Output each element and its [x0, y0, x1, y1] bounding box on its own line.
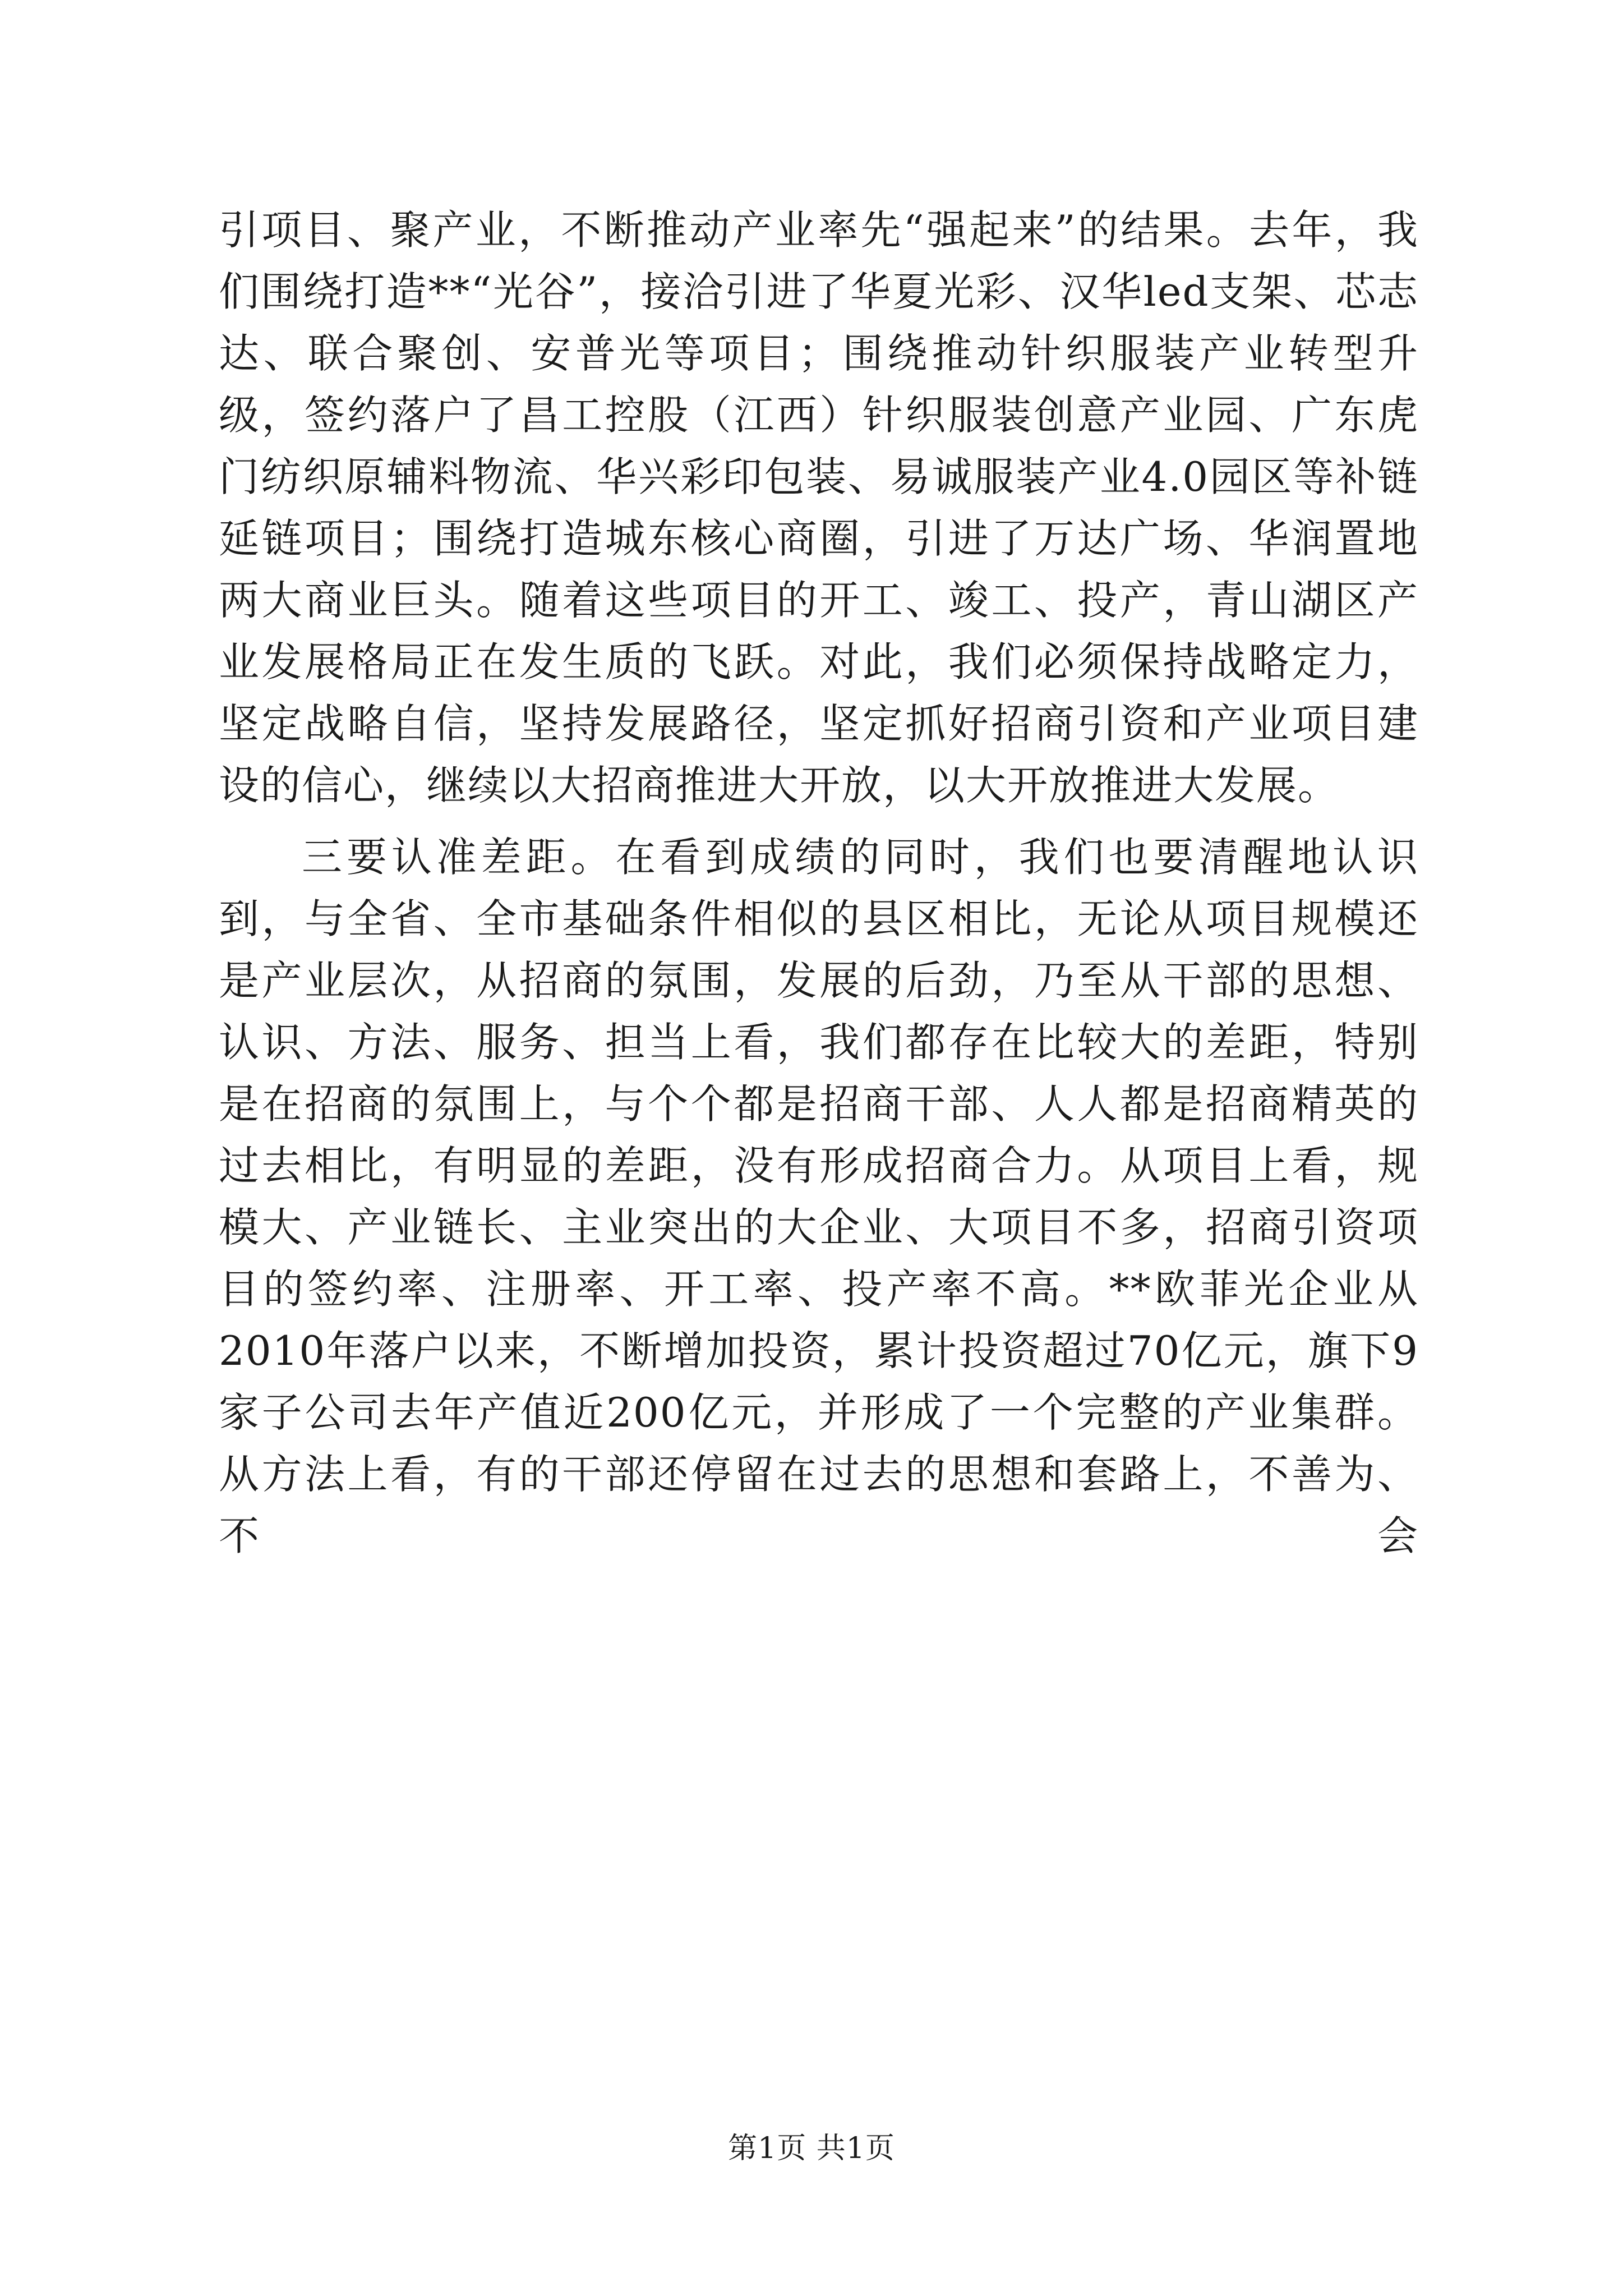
document-body — [219, 199, 1419, 1567]
paragraph-1: 引项目、聚产业，不断推动产业率先“强起来”的结果。去年，我们围绕打造**“光谷”，接洽引进了华夏光彩、汉华led支架、芯志达、联合聚创、安普光等项目；围绕推动针织服装产业转型升级，签约落户了昌工控股（江西）针织服装创意产业园、广东虎门纺织原辅料物流、华兴彩印包装、易诚服装产业4.0园区等补链延链项目；围绕打造城东核心商圈，引进了万达广场、华润置地两大商业巨头。随着这些项目的开工、竣工、投产，青山湖区产业发展格局正在发生质的飞跃。对此，我们必须保持战略定力，坚定战略自信，坚持发展路径，坚定抓好招商引资和产业项目建设的信心，继续以大招商推进大开放，以大开放推进大发展。 — [219, 206, 1419, 809]
page-footer: 第1页 共1页 — [728, 2132, 895, 2165]
paragraph-2: 三要认准差距。在看到成绩的同时，我们也要清醒地认识到，与全省、全市基础条件相似的县区相比，无论从项目规模还是产业层次，从招商的氛围，发展的后劲，乃至从干部的思想、认识、方法、服务、担当上看，我们都存在比较大的差距，特别是在招商的氛围上，与个个都是招商干部、人人都是招商精英的过去相比，有明显的差距，没有形成招商合力。从项目上看，规模大、产业链长、主业突出的大企业、大项目不多，招商引资项目的签约率、注册率、开工率、投产率不高。**欧菲光企业从2010年落户以来，不断增加投资，累计投资超过70亿元，旗下9家子公司去年产值近200亿元，并形成了一个完整的产业集群。从方法上看，有的干部还停留在过去的思想和套路上，不善为、不会 — [219, 834, 1419, 1559]
